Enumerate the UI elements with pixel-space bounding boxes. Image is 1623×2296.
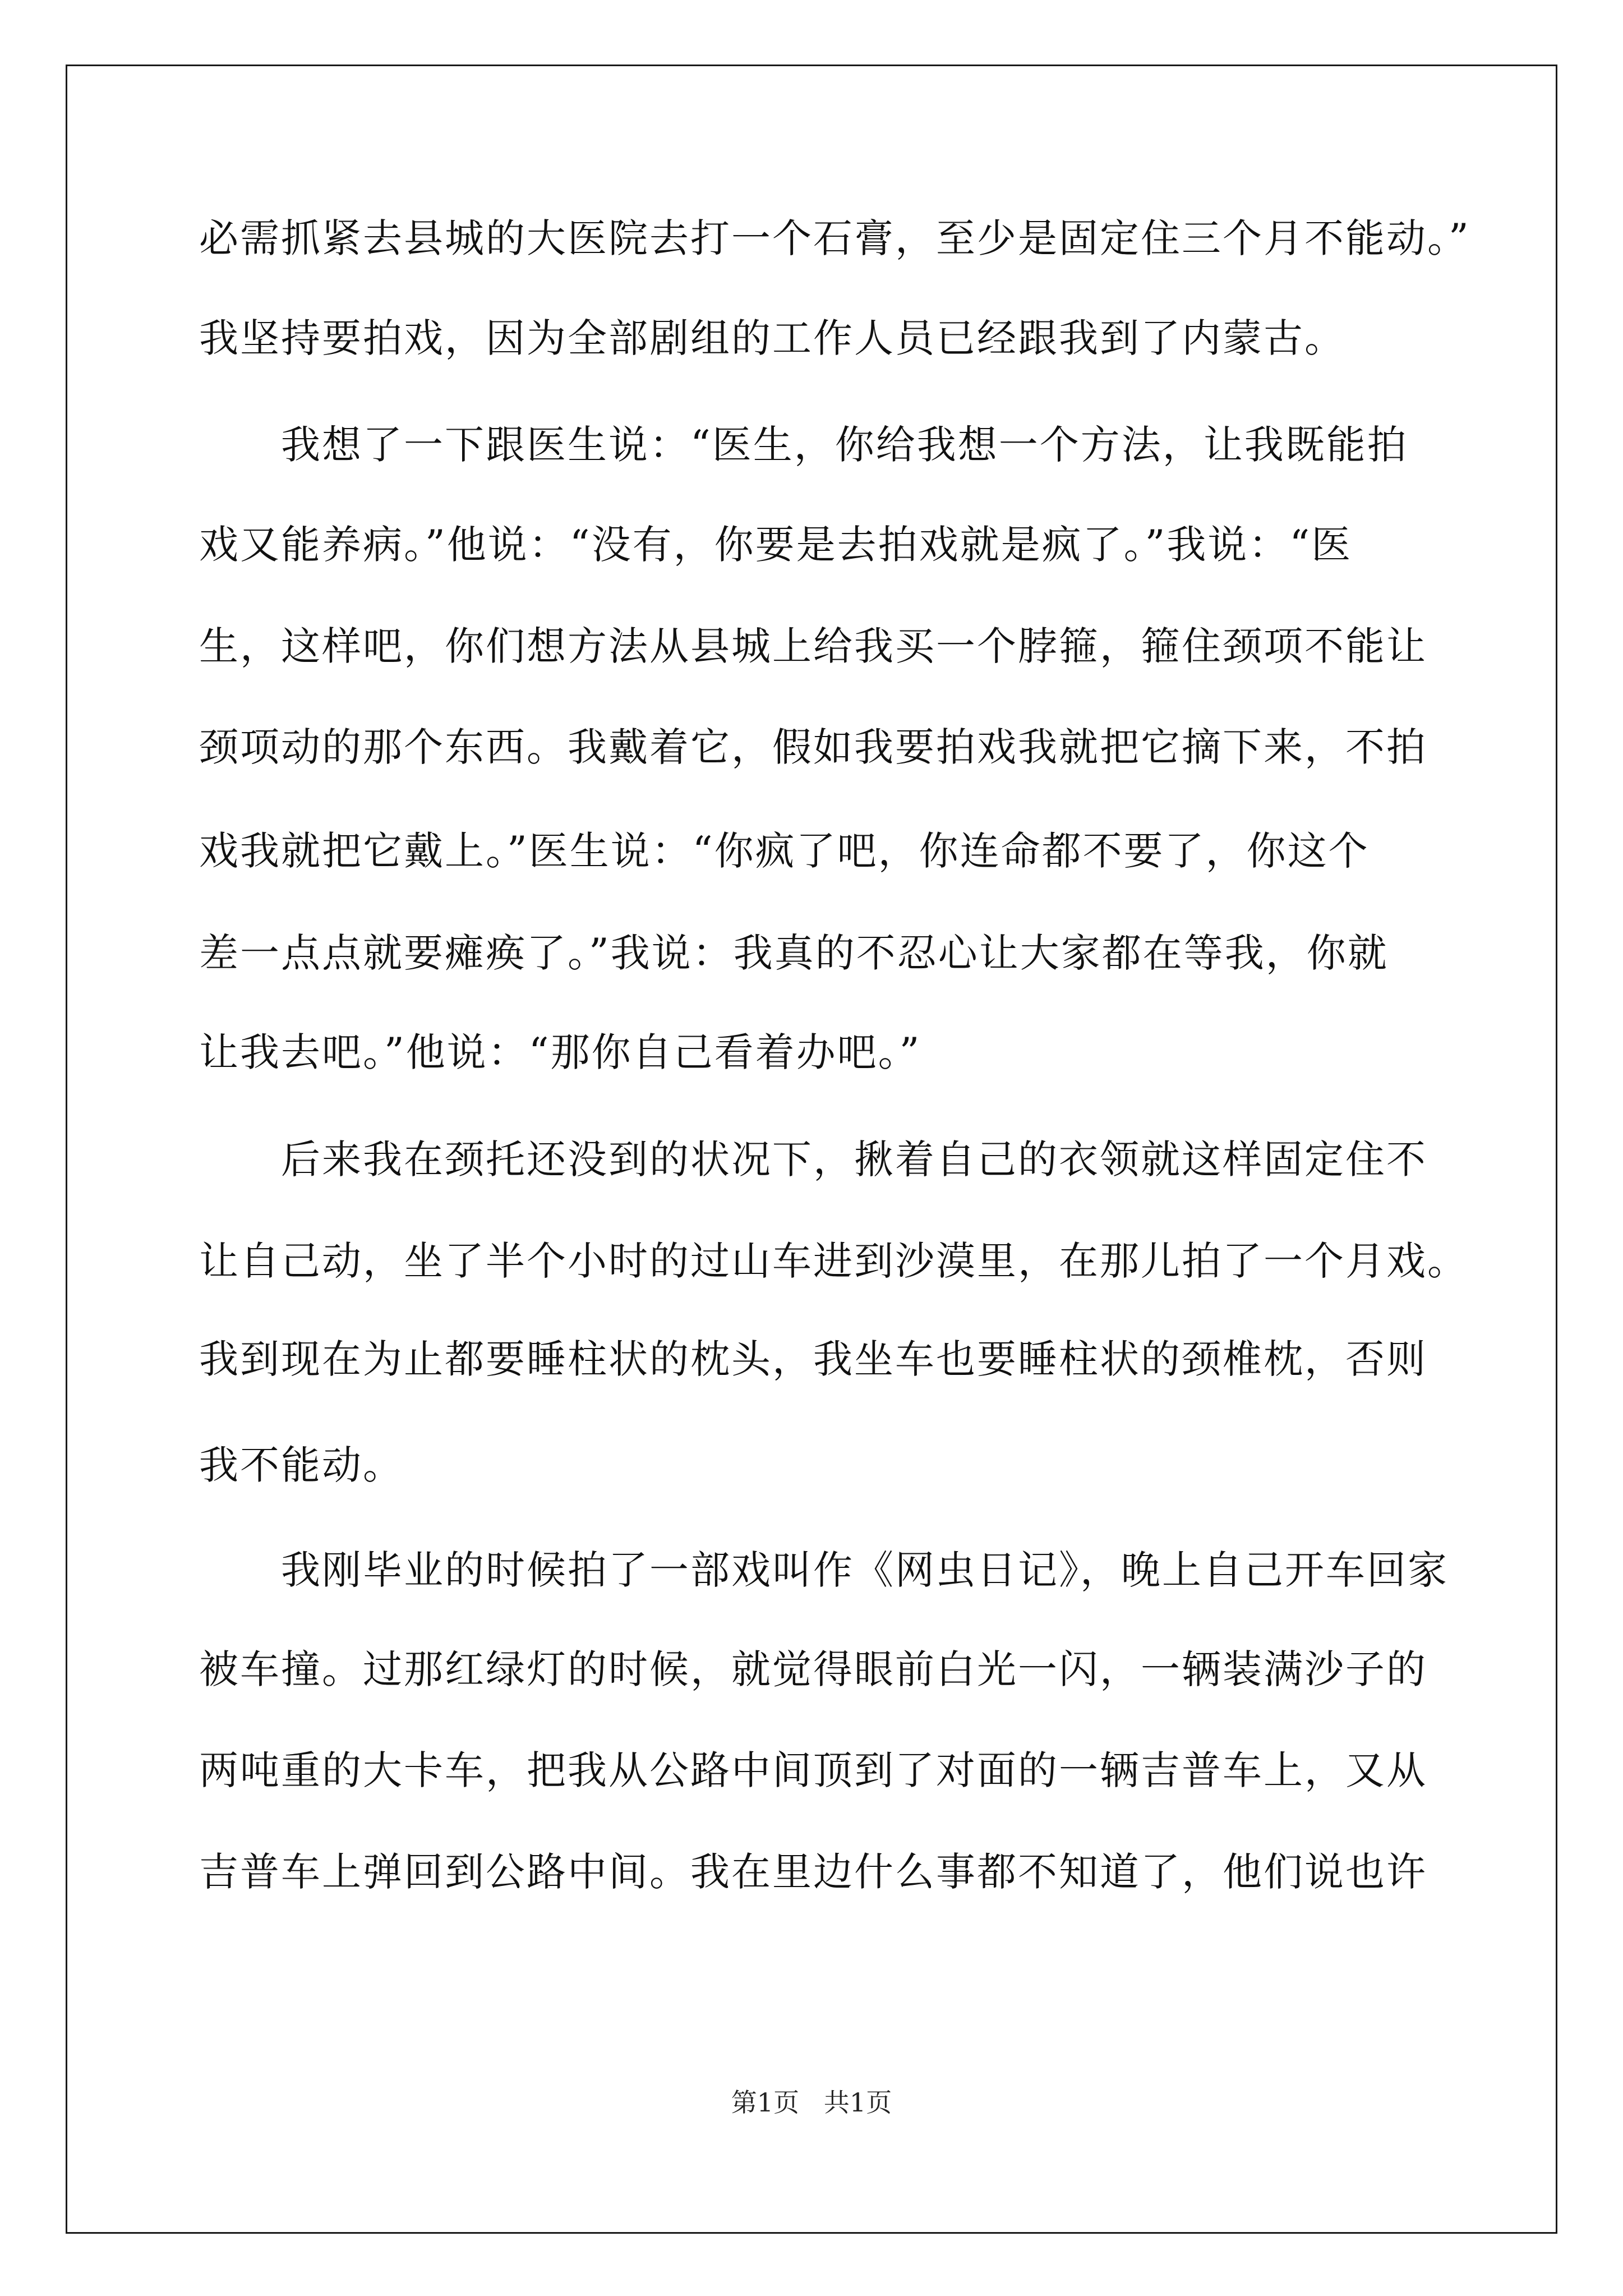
text-line: 戏我就把它戴上。”医生说：“你疯了吧，你连命都不要了，你这个 (199, 828, 1370, 874)
text-line: 我不能动。 (199, 1442, 404, 1488)
text-line: 颈项动的那个东西。我戴着它，假如我要拍戏我就把它摘下来，不拍 (199, 724, 1427, 770)
text-line: 让自己动，坐了半个小时的过山车进到沙漠里，在那儿拍了一个月戏。 (199, 1238, 1468, 1284)
text-line: 被车撞。过那红绿灯的时候，就觉得眼前白光一闪，一辆装满沙子的 (199, 1646, 1427, 1692)
text-line: 我刚毕业的时候拍了一部戏叫作《网虫日记》，晚上自己开车回家 (199, 1547, 1449, 1593)
text-line: 戏又能养病。”他说：“没有，你要是去拍戏就是疯了。”我说：“医 (199, 522, 1353, 568)
text-line: 我到现在为止都要睡柱状的枕头，我坐车也要睡柱状的颈椎枕，否则 (199, 1336, 1427, 1382)
text-line: 我想了一下跟医生说：“医生，你给我想一个方法，让我既能拍 (199, 422, 1408, 468)
text-line: 后来我在颈托还没到的状况下，揪着自己的衣领就这样固定住不 (199, 1137, 1427, 1182)
text-line: 吉普车上弹回到公路中间。我在里边什么事都不知道了，他们说也许 (199, 1849, 1427, 1895)
text-line: 我坚持要拍戏，因为全部剧组的工作人员已经跟我到了内蒙古。 (199, 315, 1345, 361)
text-line: 生，这样吧，你们想方法从县城上给我买一个脖箍，箍住颈项不能让 (199, 623, 1427, 669)
text-line: 让我去吧。”他说：“那你自己看着办吧。” (199, 1029, 921, 1075)
page-number-footer: 第1页 共1页 (731, 2087, 892, 2118)
text-line: 必需抓紧去县城的大医院去打一个石膏，至少是固定住三个月不能动。” (199, 215, 1470, 261)
text-line: 差一点点就要瘫痪了。”我说：我真的不忍心让大家都在等我，你就 (199, 930, 1389, 976)
text-line: 两吨重的大卡车，把我从公路中间顶到了对面的一辆吉普车上，又从 (199, 1747, 1427, 1793)
